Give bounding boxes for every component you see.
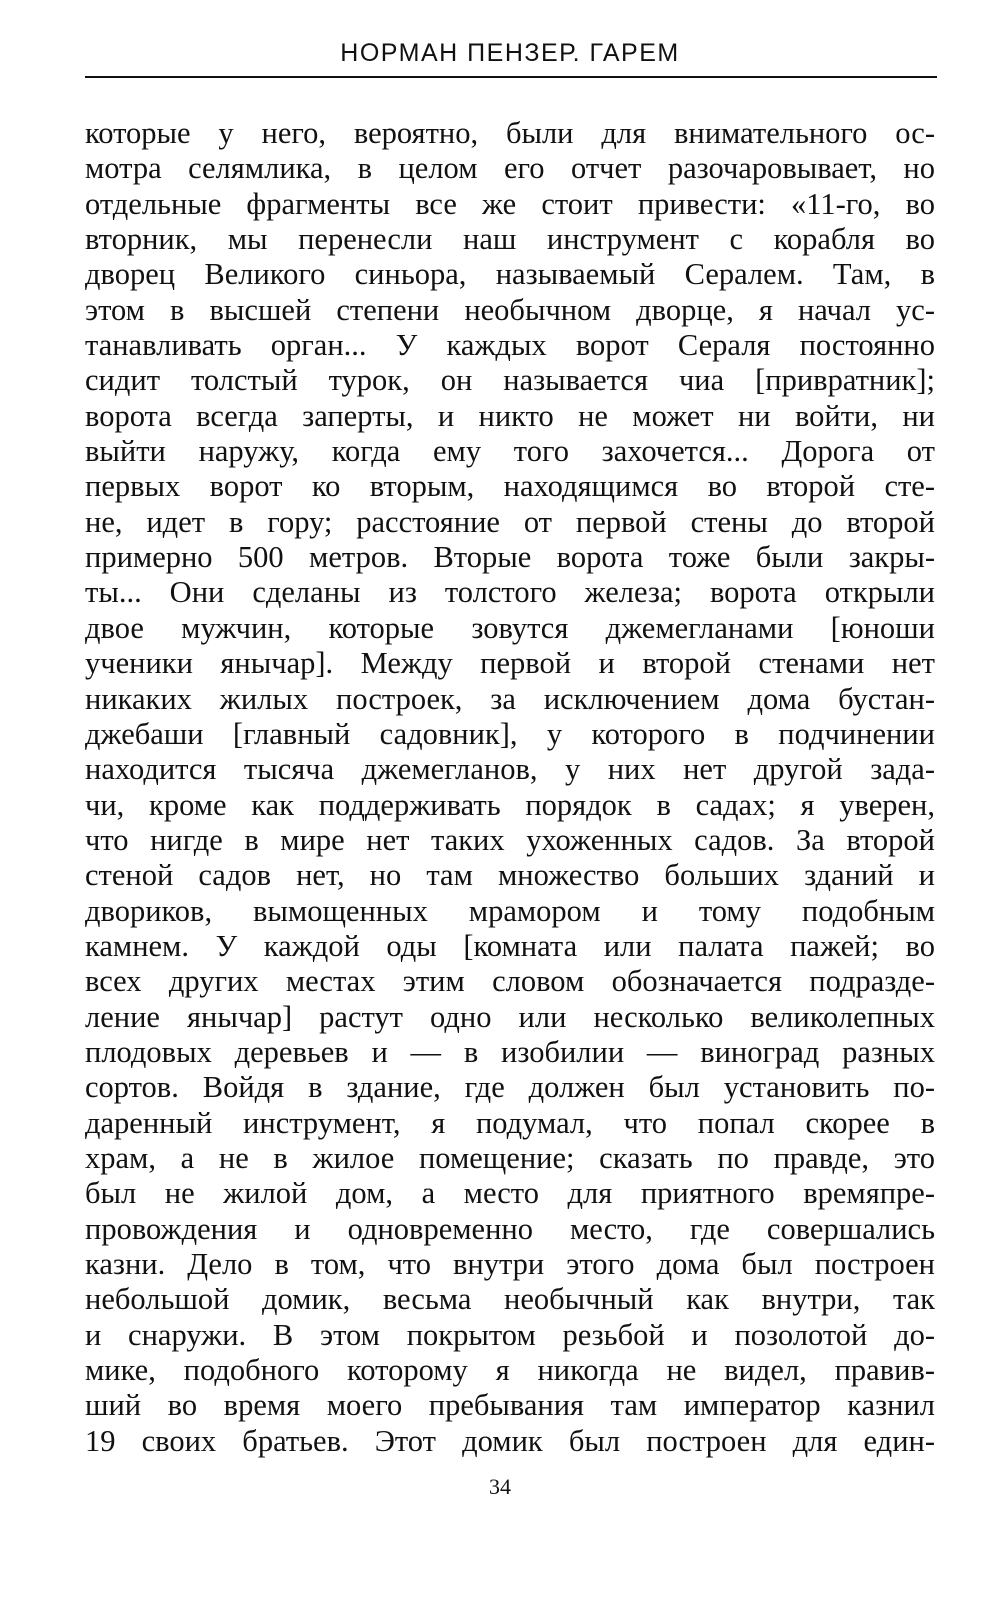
text-line: и снаружи. В этом покрытом резьбой и позолотой до- [85,1317,935,1352]
text-line: дворец Великого синьора, называемый Сералем. Там, в [85,257,935,292]
text-line: 19 своих братьев. Этот домик был построен для един- [85,1423,935,1458]
text-line: небольшой домик, весьма необычный как внутри, так [85,1282,935,1317]
text-line: которые у него, вероятно, были для внимательного ос- [85,116,935,150]
text-line: выйти наружу, когда ему того захочется... Дорога от [85,434,935,469]
text-line: этом в высшей степени необычном дворце, я начал ус- [85,292,935,327]
text-line: отдельные фрагменты все же стоит привести: «11-го, во [85,186,935,221]
page-number: 34 [489,1474,511,1499]
text-line: даренный инструмент, я подумал, что попал скорее в [85,1105,935,1140]
text-line: чи, кроме как поддерживать порядок в садах; я уверен, [85,787,935,822]
text-line: находится тысяча джемегланов, у них нет другой зада- [85,752,935,787]
text-line: не, идет в гору; расстояние от первой стены до второй [85,504,935,539]
text-line: двое мужчин, которые зовутся джемегланами [юноши [85,610,935,645]
text-line: ление янычар] растут одно или несколько великолепных [85,999,935,1034]
text-line: всех других местах этим словом обозначается подразде- [85,964,935,999]
text-line: никаких жилых построек, за исключением дома бустан- [85,681,935,716]
text-line: ворота всегда заперты, и никто не может ни войти, ни [85,398,935,433]
header-rule [85,76,937,78]
text-line: ший во время моего пребывания там император казнил [85,1388,935,1423]
text-line: что нигде в мире нет таких ухоженных садов. За второй [85,822,935,857]
text-line: танавливать орган... У каждых ворот Сераля постоянно [85,328,935,363]
running-head: НОРМАН ПЕНЗЕР. ГАРЕМ [340,39,680,67]
text-line: камнем. У каждой оды [комната или палата пажей; во [85,928,935,963]
text-line: сидит толстый турок, он называется чиа [привратник]; [85,363,935,398]
text-line: плодовых деревьев и — в изобилии — виноград разных [85,1034,935,1069]
text-line: джебаши [главный садовник], у которого в подчинении [85,716,935,751]
text-line: храм, а не в жилое помещение; сказать по правде, это [85,1140,935,1175]
text-line: мотра селямлика, в целом его отчет разочаровывает, но [85,151,935,186]
text-line: был не жилой дом, а место для приятного времяпре- [85,1176,935,1211]
text-line: стеной садов нет, но там множество больших зданий и [85,858,935,893]
body-text [85,116,935,1459]
text-line: вторник, мы перенесли наш инструмент с корабля во [85,222,935,257]
text-line: ты... Они сделаны из толстого железа; ворота открыли [85,575,935,610]
text-line: казни. Дело в том, что внутри этого дома был построен [85,1247,935,1281]
text-line: сортов. Войдя в здание, где должен был установить по- [85,1070,935,1105]
text-line: провождения и одновременно место, где совершались [85,1211,935,1246]
text-line: мике, подобного которому я никогда не видел, правив- [85,1353,935,1388]
text-line: ученики янычар]. Между первой и второй стенами нет [85,646,935,681]
text-line: первых ворот ко вторым, находящимся во второй сте- [85,469,935,504]
text-line: двориков, вымощенных мрамором и тому подобным [85,893,935,928]
text-line: примерно 500 метров. Вторые ворота тоже были закры- [85,540,935,575]
